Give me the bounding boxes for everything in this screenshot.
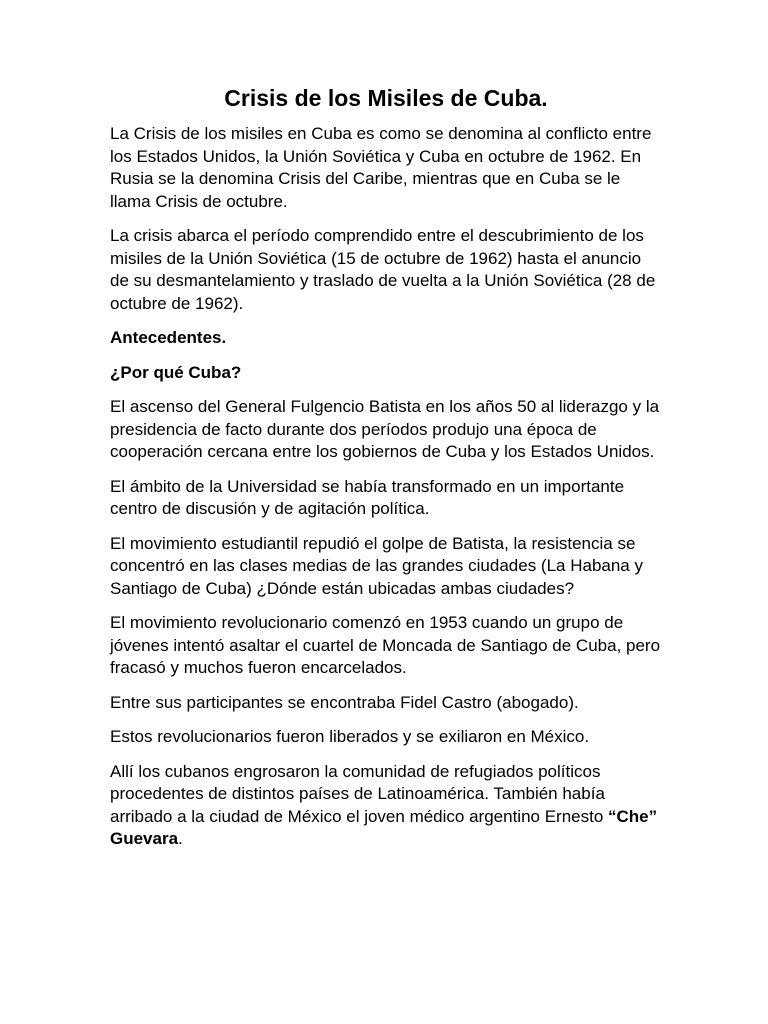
body-paragraph-batista: El ascenso del General Fulgencio Batista en los años 50 al liderazgo y la presidencia de facto durante dos períodos produjo una época de cooperación cercana entre los gobiernos de Cuba y los Estados Unidos.: [110, 397, 660, 461]
body-paragraph-exilio: Estos revolucionarios fueron liberados y se exiliaron en México.: [110, 727, 590, 746]
document-content: [110, 84, 662, 863]
che-guevara-name: “Che” Guevara: [110, 806, 658, 848]
body-paragraph-movimiento-revolucionario: El movimiento revolucionario comenzó en 1953 cuando un grupo de jóvenes intentó asaltar el cuartel de Moncada de Santiago de Cuba, pero fracasó y muchos fueron encarcelados.: [110, 613, 661, 677]
intro-paragraph-1: La Crisis de los misiles en Cuba es como se denomina al conflicto entre los Estados Unidos, la Unión Soviética y Cuba en octubre de 1962. En Rusia se la denomina Crisis del Caribe, mientras que en Cuba se le llama Crisis de octubre.: [110, 124, 652, 211]
section-heading-por-que-cuba: ¿Por qué Cuba?: [110, 362, 242, 382]
intro-paragraph-2: La crisis abarca el período comprendido entre el descubrimiento de los misiles de la Unión Soviética (15 de octubre de 1962) hasta el anuncio de su desmantelamiento y traslado de vuelta a la Unión Soviética (28 de octubre de 1962).: [110, 226, 656, 313]
body-paragraph-che-guevara: [110, 761, 662, 851]
last-paragraph-end: .: [178, 829, 183, 848]
page-title: Crisis de los Misiles de Cuba.: [224, 85, 548, 111]
last-paragraph-text: Allí los cubanos engrosaron la comunidad de refugiados políticos procedentes de distintos países de Latinoamérica. También había arribado a la ciudad de México el joven médico argentino Ernesto: [110, 761, 609, 826]
body-paragraph-universidad: El ámbito de la Universidad se había transformado en un importante centro de discusión y de agitación política.: [110, 476, 625, 518]
body-paragraph-movimiento-estudiantil: El movimiento estudiantil repudió el golpe de Batista, la resistencia se concentró en las clases medias de las grandes ciudades (La Habana y Santiago de Cuba) ¿Dónde están ubicadas ambas ciudades?: [110, 533, 643, 598]
section-heading-antecedentes: Antecedentes.: [110, 328, 227, 347]
body-paragraph-fidel-castro: Entre sus participantes se encontraba Fidel Castro (abogado).: [110, 692, 579, 712]
